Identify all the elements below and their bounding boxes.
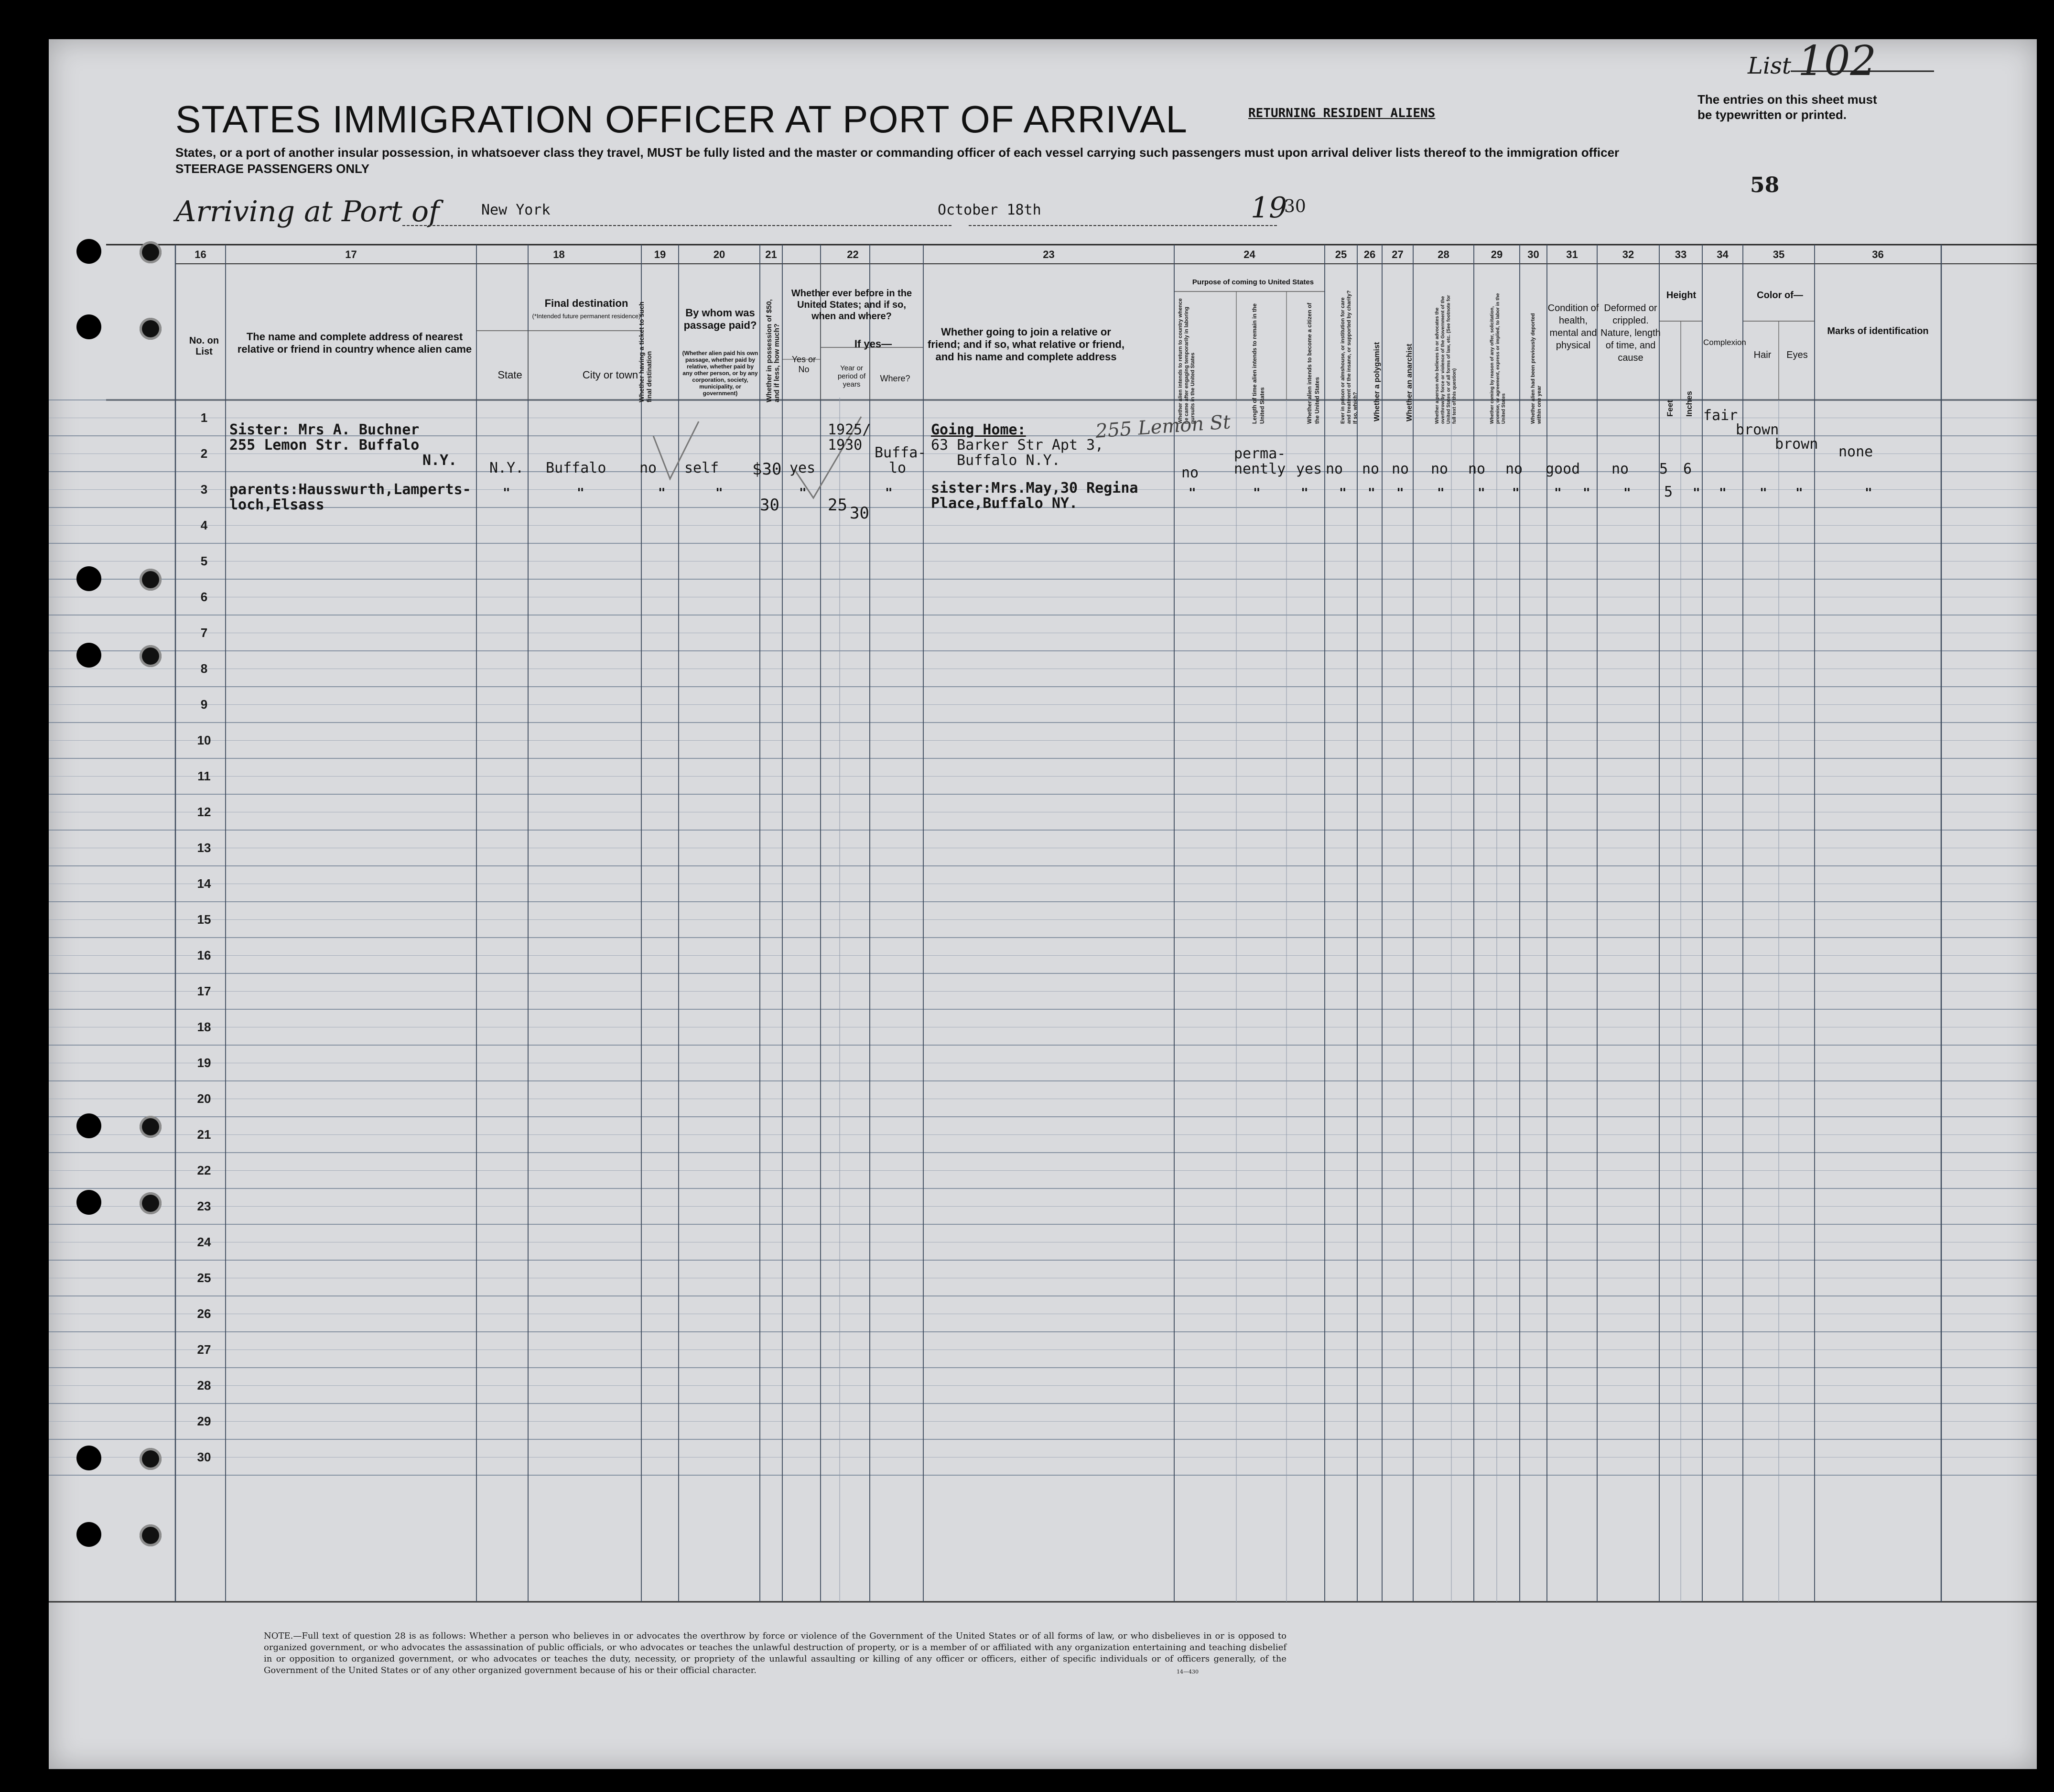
column-number: 31 [1566,248,1578,260]
row1-years-line2: 1930 [828,437,863,453]
form-title: STATES IMMIGRATION OFFICER AT PORT OF ARRIVAL [175,98,1188,140]
row-number: 20 [197,1091,211,1106]
column-number: 26 [1363,248,1376,260]
row1-inches: 6 [1683,461,1692,477]
column-number: 20 [713,248,725,260]
punch-hole [140,1192,162,1214]
punch-hole [140,645,162,667]
row1-prison: no [1326,461,1343,477]
row1-city: Buffalo [546,460,606,476]
instruction-text: States, or a port of another insular possession, in whatsoever class they travel, MUST be fully listed and the master or commanding officer of each vessel carrying such passengers must upon arrival deliver lists thereof to the immigration officer [175,145,1620,160]
row1-feet: 5 [1659,461,1668,477]
row1-length-line2: nently [1234,461,1286,477]
row1-q28: no [1431,461,1449,477]
row1-paid-by: self [684,460,719,476]
row2-relative-line1: parents:Hausswurth,Lamperts- [229,481,471,498]
category-stamp: RETURNING RESIDENT ALIENS [1248,106,1436,120]
column-number: 18 [553,248,565,260]
row-number: 14 [197,876,211,891]
typewritten-note: The entries on this sheet must be typewritten or printed. [1697,92,1877,122]
punch-hole [140,241,162,263]
row1-q29: no [1468,461,1486,477]
row-number: 25 [197,1271,211,1285]
punch-hole [76,239,101,264]
row1-money: $30 [752,460,782,479]
ditto-mark: " [1253,486,1261,500]
row2-relative-line2: loch,Elsass [229,497,324,513]
punch-hole [140,569,162,591]
row-number: 23 [197,1199,211,1213]
ditto-mark: " [1865,486,1872,500]
header-q28: Whether a person who believes in or advocates the overthrow by force or violence of the Government of the United States or of all forms of law, etc. (See footnote for full text of this question) [1435,295,1457,424]
row1-hair: brown [1736,421,1779,438]
punch-hole [140,1448,162,1470]
punch-hole [140,318,162,340]
row-number: 5 [200,554,208,568]
column-number: 16 [195,248,206,260]
list-label: List [1748,53,1792,79]
ditto-mark: " [503,486,510,500]
date-value: October 18th [938,202,1041,218]
row-number: 22 [197,1163,211,1177]
header-length-stay: Length of time alien intends to remain in the United States [1251,303,1265,424]
port-value: New York [481,202,551,218]
row-number: 12 [197,805,211,819]
ditto-mark: " [885,486,893,500]
form-grid [49,39,2037,1769]
row-number: 8 [200,661,208,676]
row-number: 18 [197,1020,211,1034]
list-number-underline [1791,69,1934,74]
header-anarchist: Whether an anarchist [1405,344,1414,421]
manifest-sheet [49,39,2037,1769]
column-number: 34 [1717,248,1729,260]
row2-years-line2: 30 [850,504,869,523]
header-where: Where? [880,374,910,383]
row-number: 24 [197,1235,211,1249]
header-no-on-list: No. on List [189,335,219,357]
row-number: 30 [197,1450,211,1464]
header-if-yes: If yes— [854,338,892,350]
row1-complexion: fair [1703,407,1738,424]
column-number: 35 [1773,248,1785,260]
row1-joining-line1: Going Home: [931,421,1026,438]
column-number: 36 [1872,248,1884,260]
row2-money: 30 [760,496,779,515]
row1-ticket: no [639,460,657,476]
footnote: NOTE.—Full text of question 28 is as follows: Whether a person who believes in or advocates the overthrow by force or violence of the Government of the United States or of all forms of law, or who disbelieves in or is opposed to organized government, or who advocates the assassination of public officials, or who advocates or teaches the unlawful destruction of property, or is a member of or affiliated with any organization entertaining and teaching disbelief in or opposition to organized government, or who advocates or teaches the duty, necessity, or propriety of the unlawful assaulting or killing of any officer or officers, either of specific individuals or of officers generally, of the Government of the United States or of any other organized government because of his or their official character. [264,1631,1286,1675]
row1-relative-line3: N.Y. [422,452,457,469]
row1-state: N.Y. [489,460,524,476]
row-number: 27 [197,1342,211,1357]
column-number: 19 [654,248,666,260]
column-number: 28 [1438,248,1449,260]
row1-deformed: no [1611,461,1629,477]
header-year-period: Year or period of years [837,364,866,389]
row-number: 2 [200,446,208,461]
row-number: 15 [197,912,211,927]
column-number: 30 [1527,248,1539,260]
column-number: 22 [847,248,859,260]
header-state: State [497,369,522,381]
header-money: Whether in possession of $50, and if less, how much? [765,299,781,402]
row-number: 16 [197,948,211,962]
row1-return-intent: no [1181,464,1199,481]
column-number: 32 [1622,248,1634,260]
punch-hole [76,1190,101,1215]
row1-length-line1: perma- [1234,445,1286,462]
ditto-mark: " [1478,486,1485,500]
header-q30: Whether alien had been previously deported within one year [1530,313,1542,424]
ditto-mark: " [577,486,584,500]
row-number: 17 [197,984,211,998]
row-number: 11 [197,769,211,783]
ditto-mark: " [1719,486,1727,500]
row1-q30: no [1505,461,1523,477]
sheet-number: 58 [1750,173,1780,197]
column-number: 17 [345,248,357,260]
punch-hole [76,1113,101,1138]
form-code: 14—430 [1177,1669,1199,1675]
row1-polygamist: no [1362,461,1380,477]
header-polygamist: Whether a polygamist [1373,342,1381,421]
ditto-mark: " [1583,486,1590,500]
column-number: 25 [1335,248,1347,260]
row1-anarchist: no [1392,461,1409,477]
row1-relative-line2: 255 Lemon Str. Buffalo [229,437,420,453]
column-number: 33 [1675,248,1687,260]
header-before-yesno: Yes or No [791,355,816,374]
header-relative: The name and complete address of nearest relative or friend in country whence alien came [237,331,472,355]
header-deformed: Deformed or crippled. Nature, length of time, and cause [1600,303,1661,363]
row1-where-line1: Buffa- [875,444,927,461]
ditto-mark: " [799,486,807,500]
column-number: 27 [1392,248,1404,260]
ditto-mark: " [1396,486,1404,500]
arrival-underlines [402,223,1310,228]
ditto-mark: " [1437,486,1445,500]
header-passage-paid-sub: (Whether alien paid his own passage, whether paid by relative, whether paid by any other person, or by any corporation, society, municipality, or government) [682,350,758,397]
punch-hole [76,1446,101,1470]
row1-citizen: yes [1296,461,1322,477]
row2-feet: 5 [1664,484,1673,500]
punch-hole [76,314,101,339]
ditto-mark: " [1760,486,1767,500]
ditto-mark: " [1623,486,1631,500]
row-number: 3 [200,482,208,497]
row-number: 29 [197,1414,211,1428]
header-feet: Feet [1665,400,1675,417]
header-q29: Whether coming by reason of any offer, solicitation, promise, or agreement, express or implied, to labor in the United States [1490,293,1506,424]
header-passage-paid: By whom was passage paid? [683,307,757,331]
row-number: 10 [197,733,211,747]
ditto-mark: " [1795,486,1803,500]
year-suffix: 30 [1284,197,1306,216]
row1-relative-line1: Sister: Mrs A. Buchner [229,421,420,438]
row2-years-line1: 25 [828,496,847,515]
row1-where-line2: lo [889,460,907,476]
header-purpose: Purpose of coming to United States [1192,278,1314,286]
row1-before-yesno: yes [789,460,816,476]
column-number: 29 [1491,248,1503,260]
header-ticket: Whether having a ticket to such final destination [638,302,653,402]
year-prefix: 19 [1251,191,1287,225]
steerage-label: STEERAGE PASSENGERS ONLY [175,162,369,176]
ditto-mark: " [715,486,723,500]
row1-marks: none [1838,443,1873,460]
ditto-mark: " [658,486,666,500]
header-eyes: Eyes [1786,350,1808,360]
row1-eyes: brown [1775,436,1818,453]
row1-health: good [1546,461,1580,477]
ditto-mark: " [1339,486,1347,500]
row1-joining-line3: Buffalo N.Y. [957,452,1060,469]
ditto-mark: " [1693,486,1700,500]
header-return-intent: Whether alien intends to return to country whence he came after engaging temporarily in laboring pursuits in the United States [1178,298,1196,424]
row-number: 7 [200,626,208,640]
arriving-label: Arriving at Port of [175,195,440,228]
row-number: 26 [197,1306,211,1321]
ditto-mark: " [1301,486,1308,500]
row-number: 4 [200,518,208,532]
header-prison: Ever in prison or almshouse, or institution for care and treatment of the insane, or supported by charity? If so, which? [1340,290,1358,424]
header-final-destination: Final destination [544,297,628,309]
row2-joining-line2: Place,Buffalo NY. [931,495,1078,512]
list-number: 102 [1798,37,1877,85]
row-number: 21 [197,1127,211,1142]
header-complexion: Complexion [1703,338,1746,347]
column-number: 24 [1243,248,1255,260]
header-inches: Inches [1685,391,1694,417]
row1-joining-line2: 63 Barker Str Apt 3, [931,437,1104,453]
header-color-of: Color of— [1757,290,1803,301]
ditto-mark: " [1554,486,1562,500]
row-number: 1 [200,410,208,425]
header-health: Condition of health, mental and physical [1547,303,1599,351]
header-height: Height [1666,290,1697,301]
ditto-mark: " [1189,486,1196,500]
ditto-mark: " [1512,486,1520,500]
row-number: 13 [197,841,211,855]
punch-hole [76,643,101,668]
row-number: 28 [197,1378,211,1393]
header-citizen-intent: Whether alien intends to become a citizen of the United States [1306,302,1320,424]
punch-hole [140,1116,162,1138]
punch-hole [76,566,101,591]
header-city: City or town [582,369,638,381]
ditto-mark: " [1368,486,1375,500]
punch-hole [140,1524,162,1546]
column-number: 21 [765,248,777,260]
header-joining: Whether going to join a relative or friend; and if so, what relative or friend, and his name and complete address [928,326,1124,363]
row1-handwritten-address: 255 Lemon St [1094,411,1232,443]
column-number: 23 [1043,248,1055,260]
row-number: 9 [200,697,208,712]
header-ever-before: Whether ever before in the United States; and if so, when and where? [791,288,912,322]
row-number: 6 [200,590,208,604]
header-marks: Marks of identification [1827,326,1929,336]
row1-years-line1: 1925/ [828,421,871,438]
header-hair: Hair [1753,350,1772,360]
row-number: 19 [197,1056,211,1070]
row2-joining-line1: sister:Mrs.May,30 Regina [931,480,1138,497]
punch-hole [76,1522,101,1547]
header-final-destination-sub: (*Intended future permanent residence) [532,313,641,320]
